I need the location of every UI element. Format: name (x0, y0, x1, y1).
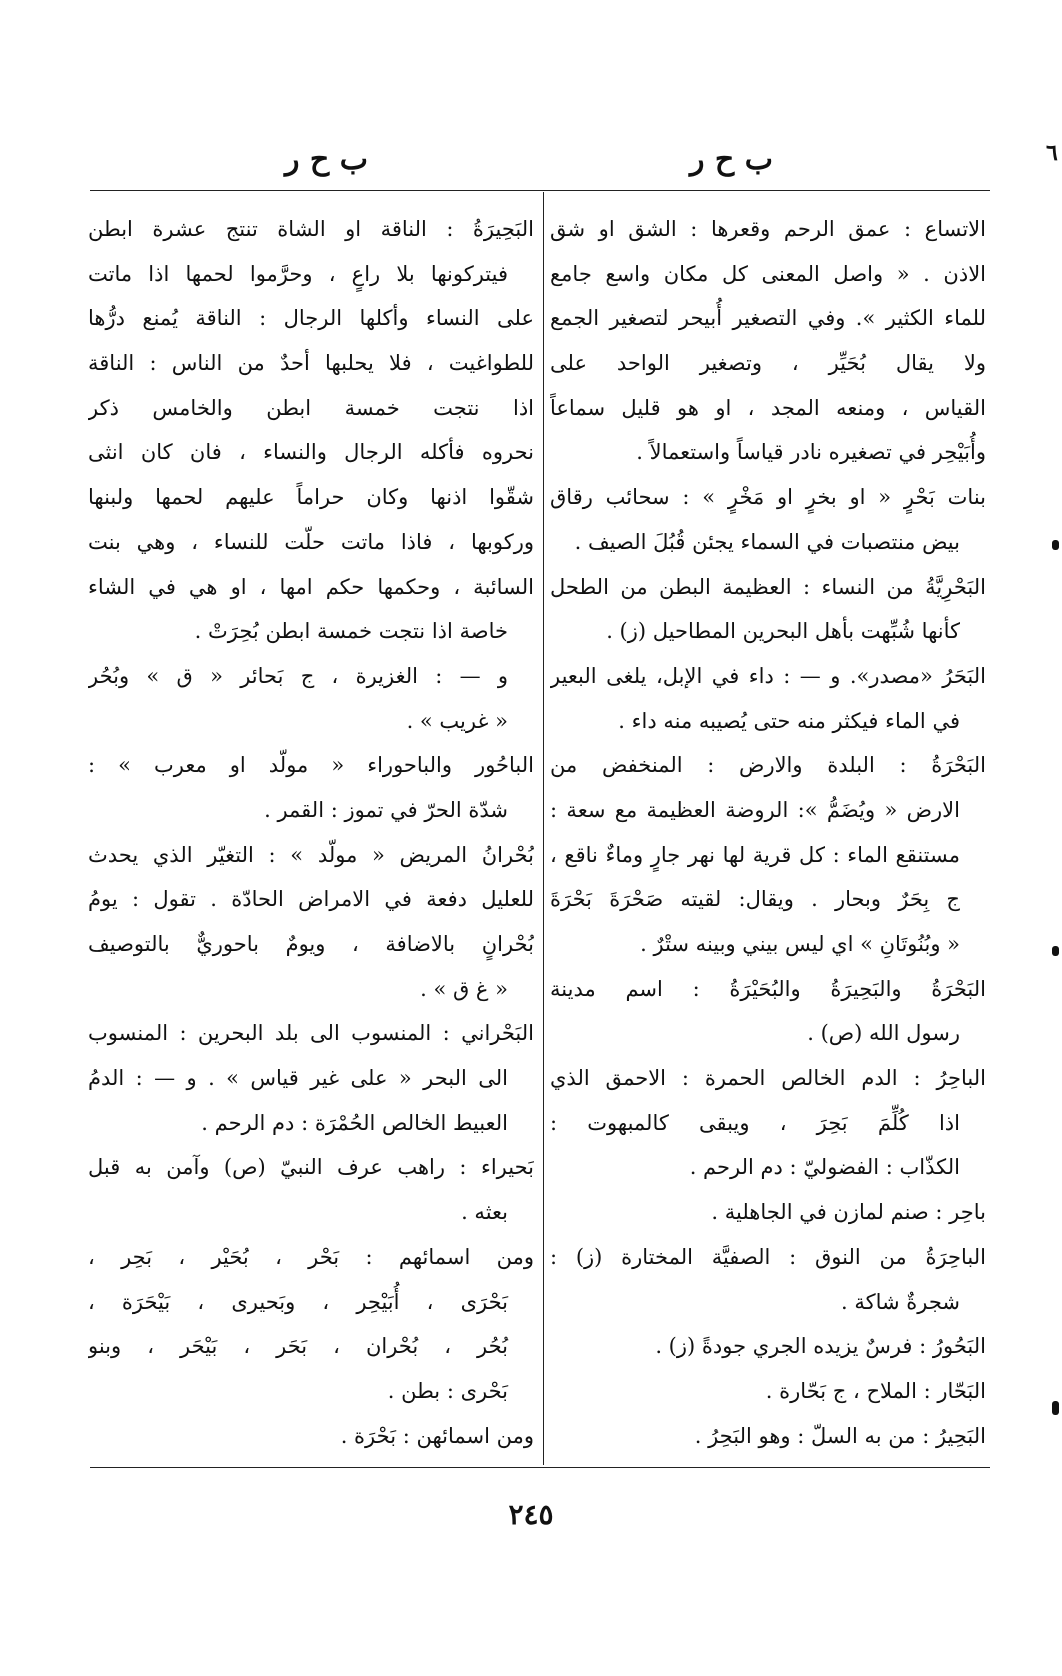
entry-line: ولا يقال بُحَيِّر ، وتصغير الواحد على (550, 351, 986, 376)
entry-line: الكذّاب : الفضوليّ : دم الرحم . (689, 1155, 960, 1180)
entry-line: بيض منتصبات في السماء يجئن قُبُلَ الصيف . (574, 529, 960, 554)
entry-line: بُحُر ، بُحْران ، بَحَر ، بَيْحَر ، وبنو (88, 1334, 508, 1359)
entry-line: خاصة اذا نتجت خمسة ابطن بُحِرَتْ . (194, 619, 508, 644)
entry-line: شدّة الحرّ في تموز : القمر . (264, 797, 508, 822)
margin-mark (1052, 946, 1059, 956)
entry-headline: البَحِيرَةُ : الناقة او الشاة تنتج عشرة ابطن (88, 217, 534, 241)
edge-mark: ٦ (1046, 140, 1058, 166)
header-rule (90, 190, 990, 191)
column-divider (543, 192, 544, 1465)
entry-line: للطواغيت ، فلا يحلبها أحدٌ من الناس : الناقة (88, 351, 534, 376)
entry-headline: باحِر : صنم لمازن في الجاهلية . (711, 1200, 986, 1225)
entry-line: الاذن . « واصل المعنى كل مكان واسع جامع (550, 261, 986, 286)
entry-line: فيتركونها بلا راعٍ ، وحرَّموا لحمها اذا ماتت (88, 261, 508, 286)
entry-headline: بُحْرانُ المريض « مولّد » : التغيّر الذي يحدث (88, 842, 534, 867)
entry-headline: البَحْراني : المنسوب الى بلد البحرين : المنسوب (88, 1021, 534, 1046)
entry-line: مستنقع الماء : كل قرية لها نهر جارٍ وماءٌ ناقع ، (550, 842, 960, 867)
footer-rule (90, 1467, 990, 1468)
entry-headline: البَحِيرُ : من به السلّ : وهو البَحِرُ . (694, 1423, 986, 1448)
right-column (550, 207, 986, 1458)
entry-line: بَحْرَى ، أُبَيْحِر ، وبَحيرى ، بَيْحَرَة ، (88, 1289, 508, 1314)
left-column (88, 207, 534, 1458)
entry-line: العبيط الخالص الحُمْرَة : دم الرحم . (201, 1110, 508, 1135)
entry-line: اذا كُلِّمَ بَحِرَ ، ويبقى كالمبهوت : (550, 1110, 960, 1135)
entry-line: كأنها شُبِّهت بأهل البحرين المطاحيل (ز) . (606, 619, 960, 644)
entry-line: الارض « ويُضَمُّ »: الروضة العظيمة مع سعة : (550, 797, 960, 822)
entry-line: على النساء وأكلها الرجال : الناقة يُمنع درُّها (88, 306, 534, 331)
entry-line: « غ ق » . (420, 976, 508, 1001)
entry-line: شجرةٌ شاكة . (840, 1289, 960, 1314)
entry-line: ج بِحَرٌ وبحار . ويقال: لقيته صَحْرَةَ بَحْرَةَ (550, 887, 960, 912)
entry-headline: البَحُورُ : فرسٌ يزيده الجري جودةً (ز) . (655, 1334, 986, 1359)
entry-headline: ومن اسمائهن : بَحْرَة . (340, 1423, 534, 1448)
entry-line: بَحْرى : بطن . (387, 1378, 508, 1403)
entry-line: بعثه . (461, 1200, 508, 1225)
entry-line: رسول الله (ص) . (807, 1021, 960, 1046)
margin-mark (1052, 540, 1059, 550)
entry-line: شقّوا اذنها وكان حراماً عليهم لحمها ولبنها (88, 485, 534, 510)
entry-headline: البَحْرَةُ : البلدة والارض : المنخفض من (550, 753, 986, 778)
entry-line: و — : الغزيرة ، ج بَحائر « ق » وبُحُر (88, 663, 508, 688)
entry-line: نحروه فأكله الرجال والنساء ، فان كان انثى (88, 440, 534, 465)
entry-line: « وبُنُوتَانِ » اي ليس بيني وبينه ستْرٌ . (640, 932, 960, 956)
entry-line: الى البحر « على غير قياس » . و — : الدمُ (88, 1066, 508, 1091)
entry-headline: البَحّار : الملاح ، ج بَحّارة . (765, 1378, 986, 1403)
page-number: ٢٤٥ (508, 1498, 554, 1531)
entry-headline: البَحْرَةُ والبَحِيرَةُ والبُحَيْرَةُ : اسم مدينة (550, 976, 986, 1001)
margin-mark (1052, 1401, 1059, 1415)
entry-headline: البَحْرِيَّةُ من النساء : العظيمة البطن من الطحل (550, 574, 986, 599)
entry-line: القياس ، ومنعه المجد ، او هو قليل سماعاً (550, 395, 986, 420)
entry-line: الاتساع : عمق الرحم وقعرها : الشق او شق (550, 217, 986, 241)
entry-headline: الباحُور والباحوراء « مولّد او معرب » : (88, 753, 534, 778)
running-header-right: ب ح ر (690, 142, 773, 177)
entry-line: في الماء فيكثر منه حتى يُصيبه منه داء . (618, 708, 960, 733)
entry-line: بُحْرانٍ بالاضافة ، ويومٌ باحوريٌّ بالتوصيف (88, 932, 534, 956)
entry-line: وركوبها ، فاذا ماتت حلّت للنساء ، وهي بنت (88, 529, 534, 554)
entry-headline: بنات بَحْرٍ « او بخرٍ او مَخْرٍ » : سحائب رقاق (550, 485, 986, 510)
running-header-left: ب ح ر (285, 142, 368, 177)
entry-headline: البَحَرُ «مصدر». و — : داء في الإبل، يلغى البعير (550, 663, 986, 688)
entry-headline: بَحيراء : راهب عرف النبيّ (ص) وآمن به قبل (88, 1155, 534, 1180)
entry-line: السائبة ، وحكمها حكم امها ، او هي في الشاء (88, 574, 534, 599)
entry-line: وأُبَيْحِر في تصغيره نادر قياساً واستعمالاً . (636, 440, 986, 465)
entry-line: للماء الكثير ». وفي التصغير أُبيحر لتصغير الجمع (550, 306, 986, 331)
entry-headline: الباحِرُ : الدم الخالص الحمرة : الاحمق الذي (550, 1066, 986, 1091)
entry-line: للعليل دفعة في الامراض الحادّة . تقول : يومُ (88, 887, 534, 912)
entry-headline: الباحِرَةُ من النوق : الصفيَّة المختارة (ز) : (550, 1244, 986, 1269)
entry-line: اذا نتجت خمسة ابطن والخامس ذكر (88, 395, 534, 420)
entry-line: « غريب » . (406, 708, 508, 733)
entry-headline: ومن اسمائهم : بَحْر ، بُحَيْر ، بَحِر ، (88, 1244, 534, 1269)
